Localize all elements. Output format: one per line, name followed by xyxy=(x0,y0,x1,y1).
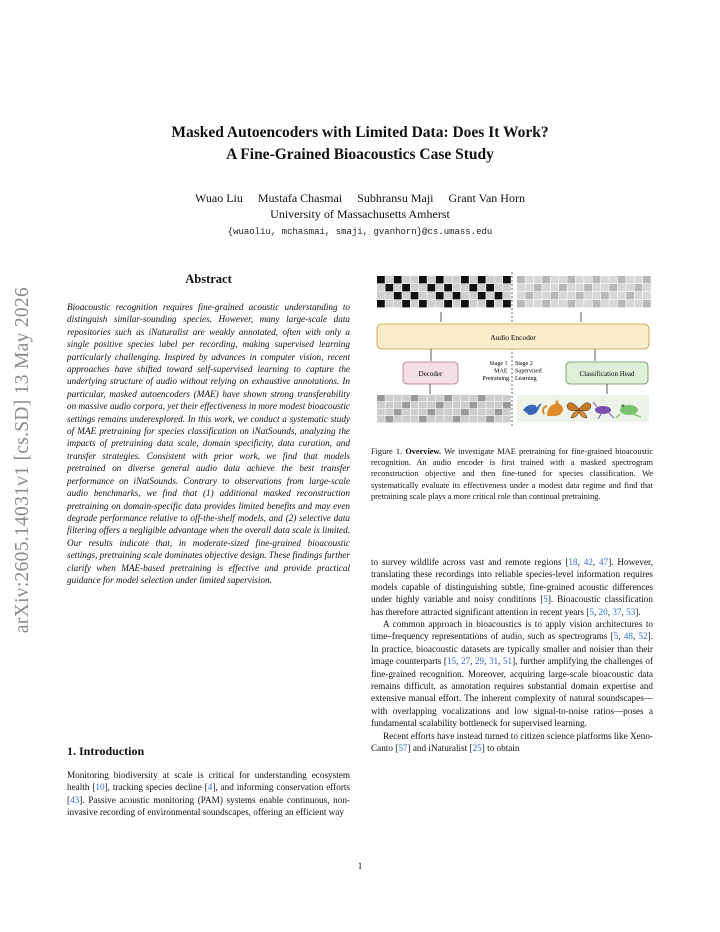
citation-link[interactable]: 51 xyxy=(502,656,513,667)
arxiv-stamp: arXiv:2605.14031v1 [cs.SD] 13 May 2026 xyxy=(12,286,33,634)
citation-link[interactable]: 10 xyxy=(95,782,105,793)
spectrogram-patch xyxy=(517,276,525,283)
spectrogram-patch xyxy=(503,284,511,291)
citation-link[interactable]: 20 xyxy=(598,606,608,617)
spectrogram-patch xyxy=(436,292,444,299)
spectrogram-patch xyxy=(542,276,550,283)
spectrogram-patch xyxy=(385,276,393,283)
spectrogram-patch xyxy=(542,284,550,291)
spectrogram-patch xyxy=(534,276,542,283)
spectrogram-patch xyxy=(377,402,385,408)
spectrogram-patch xyxy=(503,409,511,415)
spectrogram-patch xyxy=(444,276,452,283)
author-name: Grant Van Horn xyxy=(448,191,525,205)
spectrogram-patch xyxy=(469,402,477,408)
spectrogram-patch xyxy=(377,395,385,401)
spectrogram-patch xyxy=(478,416,486,422)
spectrogram-patch xyxy=(453,416,461,422)
spectrogram-patch xyxy=(444,284,452,291)
spectrogram-patch xyxy=(469,416,477,422)
abstract-text: Bioacoustic recognition requires fine-grained acoustic understanding to distinguish similar-sounding species. However, many large-scale data repositories such as iNaturalist are weakly annotated, often with only a single positive species label per recording, making supervised learning particularly challenging. Inspired by advances in computer vision, recent approaches have shifted toward self-supervised learning to capture the underlying structure of audio without relying on exhaustive annotations. In particular, masked autoencoders (MAE) have shown strong transferability on massive audio corpora, yet their effectiveness in more modest bioacoustic settings remains underexplored. In this work, we conduct a systematic study of MAE pretraining for species classification on iNatSounds, analyzing the impacts of pretraining data scale, domain specificity, data curation, and transfer strategies. Consistent with prior work, we find that models pretrained on diverse general audio data achieve the best transfer performance on iNatSounds. Contrary to observations from large-scale audio benchmarks, we find that (1) additional masked reconstruction pretraining on domain-specific data provides limited benefits and may even degrade performance relative to off-the-shelf models, and (2) selective data filtering offers a negligible advantage when the overall data scale is limited. Our results indicate that, in moderate-sized fine-grained bioacoustic settings, pretraining scale dominates objective design. These findings further clarify when MAE-based pretraining is effective and provide practical guidance for model selection under limited supervision. xyxy=(67,302,350,585)
spectrogram-patch xyxy=(402,300,410,307)
citation-link[interactable]: 52 xyxy=(638,631,648,642)
spectrogram-patch xyxy=(385,395,393,401)
spectrogram-patch xyxy=(444,292,452,299)
spectrogram-patch xyxy=(495,416,503,422)
spectrogram-patch xyxy=(525,292,533,299)
spectrogram-patch xyxy=(635,292,643,299)
abstract-heading: Abstract xyxy=(185,272,232,286)
spectrogram-patch xyxy=(461,409,469,415)
intro-heading: 1. Introduction xyxy=(67,744,145,758)
spectrogram-patch xyxy=(427,284,435,291)
spectrogram-patch xyxy=(643,292,651,299)
spectrogram-patch xyxy=(385,292,393,299)
citation-link[interactable]: 5 xyxy=(589,606,594,617)
spectrogram-patch xyxy=(377,284,385,291)
citation-link[interactable]: 5 xyxy=(613,631,619,642)
spectrogram-patch xyxy=(495,409,503,415)
spectrogram-patch xyxy=(411,300,419,307)
spectrogram-patch xyxy=(486,395,494,401)
spectrogram-patch xyxy=(444,300,452,307)
caption-title: Overview. xyxy=(405,447,442,456)
spectrogram-patch xyxy=(495,284,503,291)
citation-link[interactable]: 47 xyxy=(599,557,609,567)
spectrogram-patch xyxy=(525,284,533,291)
spectrogram-patch xyxy=(453,409,461,415)
spectrogram-patch xyxy=(503,292,511,299)
spectrogram-patch xyxy=(584,284,592,291)
spectrogram-patch xyxy=(461,276,469,283)
spectrogram-patch xyxy=(377,276,385,283)
spectrogram-patch xyxy=(402,395,410,401)
spectrogram-patch xyxy=(394,416,402,422)
spectrogram-patch xyxy=(559,300,567,307)
spectrogram-patch xyxy=(377,416,385,422)
spectrogram-patch xyxy=(478,402,486,408)
spectrogram-patch xyxy=(551,276,559,283)
spectrogram-patch xyxy=(542,300,550,307)
spectrogram-patch xyxy=(618,300,626,307)
spectrogram-patch xyxy=(385,402,393,408)
spectrogram-patch xyxy=(411,276,419,283)
spectrogram-patch xyxy=(478,284,486,291)
author-name: Subhransu Maji xyxy=(357,191,434,205)
spectrogram-patch xyxy=(411,409,419,415)
spectrogram-patch xyxy=(495,300,503,307)
author-name: Mustafa Chasmai xyxy=(257,191,343,205)
spectrogram-patch xyxy=(551,300,559,307)
citation-link[interactable]: 57 xyxy=(398,743,408,754)
spectrogram-patch xyxy=(461,416,469,422)
spectrogram-patch xyxy=(486,300,494,307)
spectrogram-patch xyxy=(601,284,609,291)
spectrogram-patch xyxy=(517,300,525,307)
spectrogram-patch xyxy=(618,292,626,299)
spectrogram-patch xyxy=(635,284,643,291)
spectrogram-patch xyxy=(453,402,461,408)
citation-link[interactable]: 27 xyxy=(460,656,471,667)
author-block xyxy=(0,190,720,240)
spectrogram-patch xyxy=(419,284,427,291)
spectrogram-patch xyxy=(495,402,503,408)
author-email: {wuaoliu, mchasmai, smaji, gvanhorn}@cs.umass.edu xyxy=(227,227,493,237)
input-spectrogram xyxy=(517,276,651,307)
spectrogram-patch xyxy=(559,276,567,283)
spectrogram-patch xyxy=(427,402,435,408)
spectrogram-patch xyxy=(567,300,575,307)
spectrogram-patch xyxy=(436,395,444,401)
spectrogram-patch xyxy=(436,409,444,415)
spectrogram-patch xyxy=(609,292,617,299)
citation-link[interactable]: 48 xyxy=(623,631,633,642)
spectrogram-patch xyxy=(478,395,486,401)
spectrogram-patch xyxy=(427,395,435,401)
spectrogram-patch xyxy=(469,276,477,283)
spectrogram-patch xyxy=(427,276,435,283)
spectrogram-patch xyxy=(394,292,402,299)
spectrogram-patch xyxy=(394,276,402,283)
spectrogram-patch xyxy=(495,395,503,401)
spectrogram-patch xyxy=(453,395,461,401)
spectrogram-patch xyxy=(495,292,503,299)
spectrogram-patch xyxy=(593,284,601,291)
title-line-1: Masked Autoencoders with Limited Data: Does It Work? xyxy=(171,124,549,141)
spectrogram-patch xyxy=(453,276,461,283)
spectrogram-patch xyxy=(394,395,402,401)
author-name: Wuao Liu xyxy=(195,191,243,205)
page-number: 1 xyxy=(357,862,363,872)
spectrogram-patch xyxy=(394,300,402,307)
spectrogram-patch xyxy=(478,292,486,299)
citation-link[interactable]: 42 xyxy=(583,557,593,567)
spectrogram-patch xyxy=(461,402,469,408)
citation-link[interactable]: 25 xyxy=(472,743,482,754)
spectrogram-patch xyxy=(559,284,567,291)
spectrogram-patch xyxy=(461,284,469,291)
citation-link[interactable]: 43 xyxy=(70,794,80,805)
spectrogram-patch xyxy=(402,292,410,299)
title-line-2: A Fine-Grained Bioacoustics Case Study xyxy=(226,146,494,163)
spectrogram-patch xyxy=(576,284,584,291)
spectrogram-patch xyxy=(385,409,393,415)
spectrogram-patch xyxy=(411,292,419,299)
body-paragraph: A common approach in bioacoustics is to apply vision architectures to time–frequency representations of audio, such as spectrograms [5, 48, 52]. In practice, bioacoustic datasets are typically smaller and noisier than their image counterparts [15, 27, 29, 31, 51], further amplifying the challenges of fine-grained recognition. Moreover, acquiring large-scale bioacoustic data remains difficult, as annotation requires substantial domain expertise and extensive manual effort. The inherent complexity of natural soundscapes—with overlapping vocalizations and low signal-to-noise ratios—poses a fundamental scalability bottleneck for supervised learning. xyxy=(371,619,654,729)
classification-head-label: Classification Head xyxy=(579,370,635,378)
spectrogram-patch xyxy=(394,284,402,291)
spectrogram-patch xyxy=(469,300,477,307)
spectrogram-patch xyxy=(593,300,601,307)
spectrogram-patch xyxy=(584,276,592,283)
spectrogram-patch xyxy=(419,300,427,307)
spectrogram-patch xyxy=(427,416,435,422)
affiliation: University of Massachusetts Amherst xyxy=(270,207,450,221)
spectrogram-patch xyxy=(486,284,494,291)
spectrogram-patch xyxy=(503,276,511,283)
spectrogram-patch xyxy=(377,300,385,307)
spectrogram-patch xyxy=(419,292,427,299)
spectrogram-patch xyxy=(626,284,634,291)
spectrogram-patch xyxy=(525,300,533,307)
stage1-label: Stage 1 MAE Pretraining xyxy=(482,361,509,382)
spectrogram-patch xyxy=(534,284,542,291)
spectrogram-patch xyxy=(517,292,525,299)
citation-link[interactable]: 53 xyxy=(626,606,636,617)
spectrogram-patch xyxy=(503,416,511,422)
citation-link[interactable]: 15 xyxy=(446,656,457,667)
author-names xyxy=(0,190,720,206)
spectrogram-patch xyxy=(626,292,634,299)
spectrogram-patch xyxy=(411,395,419,401)
spectrogram-patch xyxy=(618,284,626,291)
spectrogram-patch xyxy=(444,409,452,415)
spectrogram-patch xyxy=(584,300,592,307)
spectrogram-patch xyxy=(469,292,477,299)
spectrogram-patch xyxy=(551,292,559,299)
citation-link[interactable]: 29 xyxy=(474,656,485,667)
spectrogram-patch xyxy=(643,276,651,283)
spectrogram-patch xyxy=(626,276,634,283)
spectrogram-patch xyxy=(478,300,486,307)
spectrogram-patch xyxy=(394,409,402,415)
spectrogram-patch xyxy=(609,300,617,307)
spectrogram-patch xyxy=(436,300,444,307)
spectrogram-patch xyxy=(534,292,542,299)
spectrogram-patch xyxy=(436,402,444,408)
citation-link[interactable]: 4 xyxy=(207,782,213,793)
spectrogram-patch xyxy=(478,409,486,415)
right-column-body xyxy=(371,556,653,755)
spectrogram-patch xyxy=(419,276,427,283)
citation-link[interactable]: 37 xyxy=(612,606,622,617)
caption-label: Figure 1. xyxy=(371,447,403,456)
spectrogram-patch xyxy=(643,300,651,307)
spectrogram-patch xyxy=(411,402,419,408)
spectrogram-patch xyxy=(436,276,444,283)
spectrogram-patch xyxy=(486,402,494,408)
spectrogram-patch xyxy=(635,276,643,283)
paper-title xyxy=(0,122,720,166)
overview-figure xyxy=(371,270,653,430)
spectrogram-patch xyxy=(626,300,634,307)
spectrogram-patch xyxy=(385,300,393,307)
spectrogram-patch xyxy=(469,409,477,415)
spectrogram-patch xyxy=(411,284,419,291)
decoder-label: Decoder xyxy=(418,370,443,378)
spectrogram-patch xyxy=(469,284,477,291)
spectrogram-patch xyxy=(576,300,584,307)
spectrogram-patch xyxy=(609,284,617,291)
audio-encoder-label: Audio Encoder xyxy=(490,333,536,342)
spectrogram-patch xyxy=(618,276,626,283)
spectrogram-patch xyxy=(643,284,651,291)
reconstructed-spectrogram xyxy=(377,395,511,422)
spectrogram-patch xyxy=(402,276,410,283)
spectrogram-patch xyxy=(419,395,427,401)
spectrogram-patch xyxy=(377,409,385,415)
spectrogram-patch xyxy=(609,276,617,283)
spectrogram-patch xyxy=(495,276,503,283)
caption-text: We investigate MAE pretraining for fine-grained bioacoustic recognition. An audio encoder is first trained with a masked spectrogram reconstruction objective and then fine-tuned for species classification. We systematically evaluate its effectiveness under a modest data regime and find that pretraining scale plays a more critical role than continual pretraining. xyxy=(371,447,654,501)
spectrogram-patch xyxy=(567,292,575,299)
spectrogram-patch xyxy=(411,416,419,422)
spectrogram-patch xyxy=(593,276,601,283)
spectrogram-patch xyxy=(419,409,427,415)
spectrogram-patch xyxy=(444,402,452,408)
spectrogram-patch xyxy=(427,300,435,307)
spectrogram-patch xyxy=(486,409,494,415)
spectrogram-patch xyxy=(461,395,469,401)
spectrogram-patch xyxy=(635,300,643,307)
intro-paragraph: Monitoring biodiversity at scale is critical for understanding ecosystem health [10], tracking species decline [4], and informing conservation efforts [43]. Passive acoustic monitoring (PAM) systems enable continuous, non-invasive recording of environmental soundscapes, offering an efficient way xyxy=(67,770,351,818)
spectrogram-patch xyxy=(444,416,452,422)
spectrogram-patch xyxy=(576,276,584,283)
spectrogram-patch xyxy=(385,416,393,422)
spectrogram-patch xyxy=(601,276,609,283)
spectrogram-patch xyxy=(427,409,435,415)
spectrogram-patch xyxy=(517,284,525,291)
spectrogram-patch xyxy=(593,292,601,299)
spectrogram-patch xyxy=(385,284,393,291)
spectrogram-patch xyxy=(402,409,410,415)
stage2-label: Stage 2 Supervised Learning xyxy=(515,361,542,382)
spectrogram-patch xyxy=(503,395,511,401)
spectrogram-patch xyxy=(427,292,435,299)
masked-spectrogram xyxy=(377,276,511,307)
spectrogram-patch xyxy=(567,284,575,291)
body-paragraph: to survey wildlife across vast and remote regions [18, 42, 47]. However, translating these recordings into reliable species-level information requires models capable of distinguishing subtle, fine-grained acoustic differences under highly variable and noisy conditions [5]. Bioacoustic classification has therefore attracted significant attention in recent years [5, 20, 37, 53]. xyxy=(371,557,654,617)
spectrogram-patch xyxy=(576,292,584,299)
spectrogram-patch xyxy=(436,284,444,291)
spectrogram-patch xyxy=(584,292,592,299)
spectrogram-patch xyxy=(486,292,494,299)
citation-link[interactable]: 18 xyxy=(568,557,578,567)
spectrogram-patch xyxy=(453,284,461,291)
spectrogram-patch xyxy=(534,300,542,307)
spectrogram-patch xyxy=(601,300,609,307)
spectrogram-patch xyxy=(469,395,477,401)
spectrogram-patch xyxy=(486,276,494,283)
spectrogram-patch xyxy=(419,402,427,408)
spectrogram-patch xyxy=(419,416,427,422)
body-paragraph: Recent efforts have instead turned to citizen science platforms like Xeno-Canto [57] and iNaturalist [25] to obtain xyxy=(371,730,653,754)
spectrogram-patch xyxy=(402,402,410,408)
citation-link[interactable]: 5 xyxy=(543,594,548,605)
spectrogram-patch xyxy=(551,284,559,291)
spectrogram-patch xyxy=(559,292,567,299)
spectrogram-patch xyxy=(486,416,494,422)
spectrogram-patch xyxy=(503,300,511,307)
spectrogram-patch xyxy=(402,284,410,291)
spectrogram-patch xyxy=(453,300,461,307)
figure-caption xyxy=(371,446,653,502)
spectrogram-patch xyxy=(461,292,469,299)
spectrogram-patch xyxy=(377,292,385,299)
spectrogram-patch xyxy=(601,292,609,299)
spectrogram-patch xyxy=(444,395,452,401)
spectrogram-patch xyxy=(525,276,533,283)
citation-link[interactable]: 31 xyxy=(488,656,499,667)
spectrogram-patch xyxy=(461,300,469,307)
spectrogram-patch xyxy=(567,276,575,283)
spectrogram-patch xyxy=(436,416,444,422)
spectrogram-patch xyxy=(453,292,461,299)
spectrogram-patch xyxy=(503,402,511,408)
spectrogram-patch xyxy=(402,416,410,422)
spectrogram-patch xyxy=(542,292,550,299)
spectrogram-patch xyxy=(478,276,486,283)
spectrogram-patch xyxy=(394,402,402,408)
